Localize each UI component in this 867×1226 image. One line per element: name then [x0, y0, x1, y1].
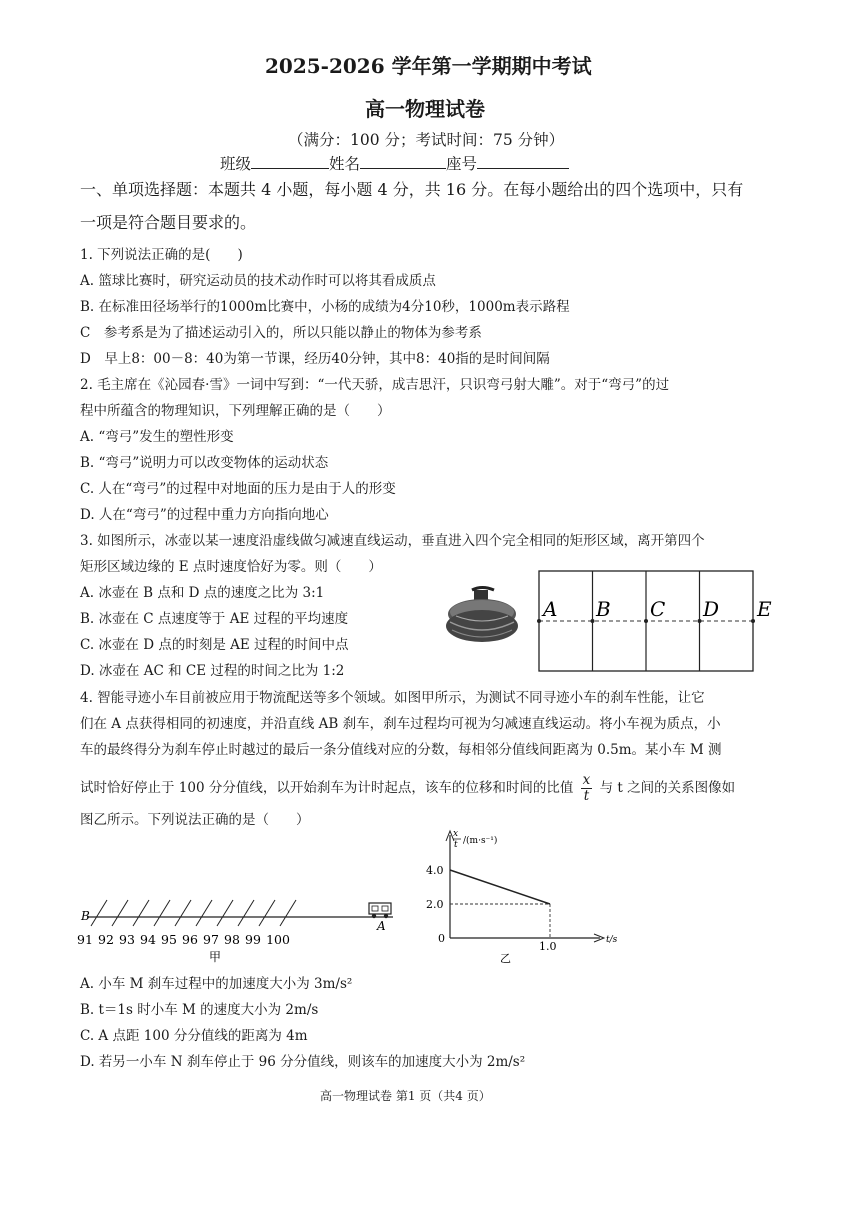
point-label-d: D	[703, 597, 720, 621]
q3-option-c: C. 冰壶在 D 点的时刻是 AE 过程的时间中点	[80, 637, 349, 653]
figure-jia-caption: 甲	[209, 950, 222, 964]
name-label: 姓名	[329, 155, 361, 173]
class-label: 班级	[220, 155, 252, 173]
seat-blank[interactable]	[477, 154, 569, 169]
point-label-c: C	[650, 597, 666, 621]
page-footer: 高一物理试卷 第1 页（共4 页）	[320, 1089, 491, 1103]
curling-stone-image	[442, 582, 522, 652]
exam-meta: （满分：100 分；考试时间：75 分钟）	[288, 131, 565, 149]
track-label-b: B	[81, 909, 90, 923]
class-blank[interactable]	[251, 154, 329, 169]
q2-option-b: B. “弯弓”说明力可以改变物体的运动状态	[80, 455, 329, 471]
score-label: 91	[77, 932, 93, 947]
q4-option-b: B. t＝1s 时小车 M 的速度大小为 2m/s	[80, 1002, 319, 1018]
score-label: 99	[245, 932, 261, 947]
q1-stem: 1. 下列说法正确的是( )	[80, 247, 243, 263]
score-label: 97	[203, 932, 219, 947]
y-tick-label: 2.0	[426, 898, 444, 911]
point-label-b: B	[596, 597, 611, 621]
q3-option-a: A. 冰壶在 B 点和 D 点的速度之比为 3:1	[80, 585, 325, 601]
name-blank[interactable]	[360, 154, 446, 169]
q3-stem-line2: 矩形区域边缘的 E 点时速度恰好为零。则（ ）	[80, 559, 382, 575]
x-tick-label: 1.0	[539, 940, 557, 953]
section-heading-line1: 一、单项选择题：本题共 4 小题，每小题 4 分，共 16 分。在每小题给出的四个选项中，只有	[80, 180, 744, 199]
y-axis-label-den: t	[454, 840, 458, 850]
exam-title: 2025-2026 学年第一学期期中考试	[265, 54, 592, 78]
q2-stem-line1: 2. 毛主席在《沁园春·雪》一词中写到：“一代天骄，成吉思汗，只识弯弓射大雕”。对于“弯弓”的过	[80, 377, 670, 393]
point-label-e: E	[757, 597, 772, 621]
score-label: 98	[224, 932, 240, 947]
q4-option-c: C. A 点距 100 分分值线的距离为 4m	[80, 1028, 308, 1044]
curling-regions-diagram	[533, 566, 793, 674]
y-axis-label-num: x	[453, 829, 459, 839]
q1-option-b: B. 在标准田径场举行的1000m比赛中，小杨的成绩为4分10秒，1000m表示路程	[80, 299, 570, 315]
score-car	[369, 903, 391, 918]
point-label-a: A	[543, 597, 558, 621]
q4-stem-line1: 4. 智能寻迹小车目前被应用于物流配送等多个领域。如图甲所示，为测试不同寻迹小车的刹车性能，让它	[80, 690, 705, 706]
q4-stem-line4: 试时恰好停止于 100 分分值线，以开始刹车为计时起点，该车的位移和时间的比值 $\frac{x}{t}$ 与 t 之间的关系图像如	[80, 772, 736, 804]
q1-option-a: A. 篮球比赛时，研究运动员的技术动作时可以将其看成质点	[80, 273, 436, 289]
q4-stem-line3: 车的最终得分为刹车停止时越过的最后一条分值线对应的分数，每相邻分值线间距离为 0.5m。某小车 M 测	[80, 742, 722, 758]
xt-fraction: $\frac{x}{t}$	[582, 772, 591, 804]
x-axis-label: t/s	[606, 935, 618, 945]
q4-option-d: D. 若另一小车 N 刹车停止于 96 分分值线，则该车的加速度大小为 2m/s²	[80, 1054, 526, 1070]
seat-label: 座号	[446, 155, 478, 173]
q2-option-a: A. “弯弓”发生的塑性形变	[80, 429, 234, 445]
q3-option-d: D. 冰壶在 AC 和 CE 过程的时间之比为 1:2	[80, 663, 345, 679]
figure-yi-caption: 乙	[500, 952, 511, 965]
score-label: 93	[119, 932, 135, 947]
q4-stem-line2: 们在 A 点获得相同的初速度，并沿直线 AB 刹车，刹车过程均可视为匀减速直线运动。将小车视为质点，小	[80, 716, 721, 732]
y-tick-label: 4.0	[426, 864, 444, 877]
score-label: 95	[161, 932, 177, 947]
q4-option-a: A. 小车 M 刹车过程中的加速度大小为 3m/s²	[80, 976, 353, 992]
exam-subtitle: 高一物理试卷	[365, 97, 485, 121]
origin-label: 0	[438, 932, 445, 945]
q2-stem-line2: 程中所蕴含的物理知识，下列理解正确的是（ ）	[80, 403, 391, 419]
track-figure-jia	[75, 890, 405, 965]
student-info-line	[220, 152, 569, 174]
score-label: 100	[266, 932, 290, 947]
y-axis-unit: /(m·s⁻¹)	[463, 836, 498, 846]
q4-stem-line5: 图乙所示。下列说法正确的是（ ）	[80, 812, 310, 828]
series-line	[450, 870, 550, 904]
q2-option-d: D. 人在“弯弓”的过程中重力方向指向地心	[80, 507, 329, 523]
section-heading-line2: 一项是符合题目要求的。	[80, 213, 257, 232]
q2-option-c: C. 人在“弯弓”的过程中对地面的压力是由于人的形变	[80, 481, 396, 497]
score-label: 94	[140, 932, 156, 947]
q1-option-d: D 早上8：00－8：40为第一节课，经历40分钟，其中8：40指的是时间间隔	[80, 351, 550, 367]
score-label: 92	[98, 932, 114, 947]
score-label: 96	[182, 932, 198, 947]
track-label-a: A	[377, 919, 386, 933]
xt-graph-yi	[420, 825, 630, 965]
q3-option-b: B. 冰壶在 C 点速度等于 AE 过程的平均速度	[80, 611, 349, 627]
q3-stem-line1: 3. 如图所示，冰壶以某一速度沿虚线做匀减速直线运动，垂直进入四个完全相同的矩形区域，离开第四个	[80, 533, 705, 549]
q1-option-c: C 参考系是为了描述运动引入的，所以只能以静止的物体为参考系	[80, 325, 482, 341]
